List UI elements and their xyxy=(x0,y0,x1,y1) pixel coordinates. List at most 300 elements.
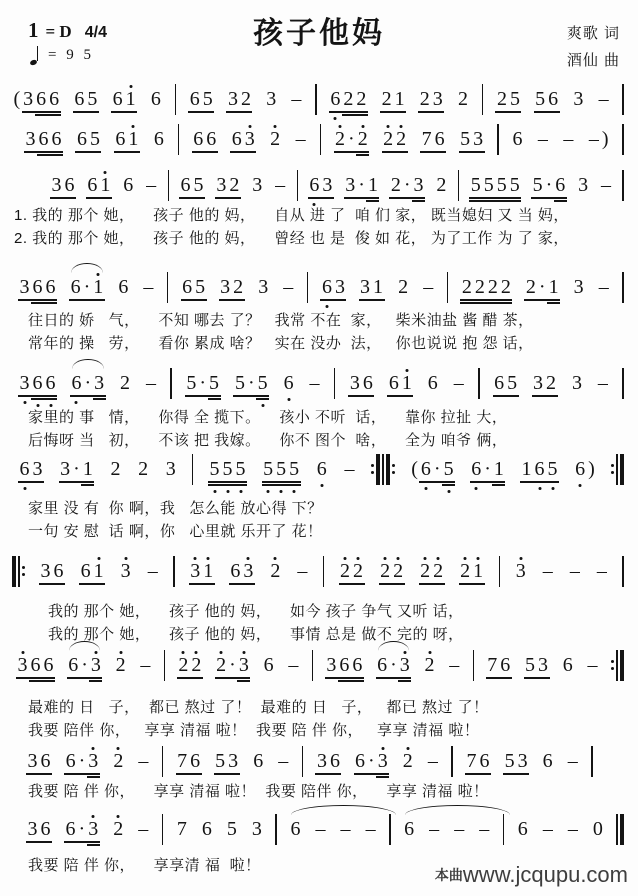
note-char: 5 xyxy=(535,87,546,110)
note xyxy=(208,372,221,395)
octave-dot-above xyxy=(97,273,100,276)
music-line xyxy=(50,172,624,198)
note-char: · xyxy=(390,653,397,676)
note xyxy=(486,276,499,299)
note-group xyxy=(344,174,380,197)
note xyxy=(144,372,157,395)
beam-underline xyxy=(486,299,499,300)
note xyxy=(367,750,377,773)
barline xyxy=(302,743,304,779)
beam-underline xyxy=(389,677,399,678)
beam-underline xyxy=(483,481,493,482)
note xyxy=(89,654,102,677)
note-char: 7 xyxy=(421,127,432,150)
note xyxy=(351,654,364,677)
beam-underline xyxy=(359,299,372,300)
quarter-note-icon xyxy=(30,46,40,65)
barline xyxy=(503,811,505,847)
note-char: – xyxy=(542,817,553,840)
tie-arc xyxy=(291,805,396,815)
note xyxy=(401,750,414,773)
beam-underline xyxy=(37,154,50,155)
beam-underline xyxy=(352,583,365,584)
note xyxy=(282,372,295,395)
beam-underline xyxy=(376,776,389,777)
note-char: 6 xyxy=(68,653,79,676)
note-char: 2 xyxy=(419,87,430,110)
beam-underline xyxy=(320,299,333,300)
note-char: 6 xyxy=(40,817,51,840)
note xyxy=(376,654,389,677)
note-char: ) xyxy=(601,127,609,150)
note xyxy=(117,276,130,299)
note-char: 2 xyxy=(353,559,364,582)
note xyxy=(372,276,385,299)
octave-dot-above xyxy=(194,557,197,560)
note xyxy=(597,276,610,299)
note xyxy=(12,88,22,111)
note-group xyxy=(18,276,57,299)
octave-dot-above xyxy=(519,557,522,560)
note xyxy=(531,174,544,197)
note-char: 6 xyxy=(316,457,327,480)
note-char: – xyxy=(147,559,158,582)
note-char: 6 xyxy=(36,87,47,110)
note-group xyxy=(379,560,405,583)
note xyxy=(393,88,406,111)
note xyxy=(37,128,50,151)
note-char: 3 xyxy=(473,127,484,150)
note xyxy=(398,654,411,677)
note-group xyxy=(175,818,188,841)
note-char: 3 xyxy=(19,275,30,298)
note-char: 2 xyxy=(500,275,511,298)
octave-dot-above xyxy=(248,125,251,128)
note-char: 5 xyxy=(257,371,268,394)
note-char: 6 xyxy=(231,127,242,150)
note xyxy=(520,458,533,481)
barline xyxy=(168,167,170,203)
note-char: 3 xyxy=(17,653,28,676)
barline xyxy=(312,647,314,683)
octave-dot-below xyxy=(475,487,478,490)
note-char: 3 xyxy=(19,371,30,394)
note-group xyxy=(26,818,52,841)
note-char: 3 xyxy=(413,173,424,196)
note-group xyxy=(325,654,364,677)
barline xyxy=(473,647,475,683)
barline xyxy=(334,365,336,401)
note-group xyxy=(233,372,269,395)
note xyxy=(119,560,132,583)
note-char: 6 xyxy=(182,275,193,298)
note-char: 3 xyxy=(252,173,263,196)
octave-dot-above xyxy=(207,557,210,560)
beam-underline xyxy=(39,583,52,584)
note-group xyxy=(114,654,127,677)
note-char: 6 xyxy=(404,817,415,840)
beam-underline xyxy=(418,111,431,112)
note-char: 6 xyxy=(45,371,56,394)
note xyxy=(402,174,412,197)
beam-underline xyxy=(499,677,512,678)
note xyxy=(251,174,264,197)
note-char: 6 xyxy=(53,559,64,582)
beam-underline xyxy=(379,583,392,584)
beam-underline xyxy=(495,200,508,201)
lyric-row: 我要 陪 伴 你， 享享 清福 啦！ 我要 陪伴 你， 享享 清福 啦！ xyxy=(28,783,489,800)
note-group xyxy=(315,458,328,481)
barline xyxy=(162,743,164,779)
note xyxy=(145,174,158,197)
note-char: 2 xyxy=(420,559,431,582)
note-char: 3 xyxy=(40,559,51,582)
note-char: 6 xyxy=(471,457,482,480)
beam-underline xyxy=(31,302,44,303)
note-char: 5 xyxy=(504,749,515,772)
note-group xyxy=(511,128,524,151)
note xyxy=(325,654,338,677)
note-char: 7 xyxy=(177,749,188,772)
barline xyxy=(297,167,299,203)
beam-underline xyxy=(376,773,389,774)
beam-underline xyxy=(87,841,100,842)
note-group xyxy=(139,654,152,677)
octave-dot-below xyxy=(23,487,26,490)
note xyxy=(570,372,583,395)
beam-underline xyxy=(77,841,87,842)
note-char: 5 xyxy=(460,127,471,150)
note-char: 2 xyxy=(402,749,413,772)
beam-underline xyxy=(176,773,189,774)
note xyxy=(202,560,215,583)
note-char: 3 xyxy=(243,559,254,582)
note-group xyxy=(225,818,238,841)
note-char: – xyxy=(146,173,157,196)
beam-underline xyxy=(420,151,433,152)
note-char: – xyxy=(143,275,154,298)
note-group xyxy=(200,818,213,841)
note xyxy=(503,750,516,773)
beam-underline xyxy=(229,583,242,584)
note xyxy=(600,128,610,151)
note-char: 5 xyxy=(525,653,536,676)
note xyxy=(420,128,433,151)
octave-dot-below xyxy=(239,490,242,493)
note-char: 5 xyxy=(215,749,226,772)
note-char: 2 xyxy=(460,559,471,582)
note xyxy=(366,174,379,197)
note-char: 6 xyxy=(189,87,200,110)
note-char: 3 xyxy=(32,457,43,480)
note-group xyxy=(596,372,609,395)
note-char: 3 xyxy=(228,749,239,772)
beam-underline xyxy=(351,680,364,681)
note xyxy=(508,174,521,197)
note-group xyxy=(226,88,252,111)
octave-dot-below xyxy=(447,490,450,493)
note-char: 3 xyxy=(190,559,201,582)
note xyxy=(208,458,221,481)
note xyxy=(112,818,125,841)
beam-underline xyxy=(239,111,252,112)
octave-dot-above xyxy=(242,651,245,654)
barline xyxy=(497,121,499,157)
note-group xyxy=(269,128,282,151)
note-group xyxy=(541,818,554,841)
note-char: 2 xyxy=(525,275,536,298)
note xyxy=(274,174,287,197)
note xyxy=(469,174,482,197)
octave-dot-below xyxy=(579,484,582,487)
note xyxy=(205,128,218,151)
note xyxy=(99,174,112,197)
beam-underline xyxy=(192,151,205,152)
beam-underline xyxy=(22,111,35,112)
octave-dot-below xyxy=(49,404,52,407)
note-char: 5 xyxy=(89,127,100,150)
note-group xyxy=(600,174,613,197)
beam-underline xyxy=(44,395,57,396)
note xyxy=(215,654,228,677)
octave-dot-below xyxy=(325,305,328,308)
note-char: 3 xyxy=(51,173,62,196)
beam-underline xyxy=(544,197,554,198)
beam-underline xyxy=(234,484,247,485)
note-char: 6 xyxy=(51,127,62,150)
note xyxy=(31,458,44,481)
beam-underline xyxy=(347,151,357,152)
note xyxy=(532,372,545,395)
note xyxy=(354,750,367,773)
note-char: 6 xyxy=(377,653,388,676)
beam-underline xyxy=(50,151,63,152)
note xyxy=(50,174,63,197)
note-group xyxy=(343,458,356,481)
note xyxy=(418,88,431,111)
beam-underline xyxy=(230,151,243,152)
note-char: · xyxy=(78,817,86,840)
note-group xyxy=(290,88,303,111)
note xyxy=(282,276,295,299)
note-char: 6 xyxy=(193,127,204,150)
note xyxy=(338,654,351,677)
note xyxy=(230,128,243,151)
note-char: – xyxy=(542,559,553,582)
beam-underline xyxy=(219,299,232,300)
lyric-row: 一句 安 慰 话 啊，你 心里就 乐开了 花！ xyxy=(28,523,323,540)
note xyxy=(250,818,263,841)
note-char: 6 xyxy=(494,371,505,394)
beam-underline xyxy=(194,299,207,300)
repeat-dots xyxy=(611,657,614,674)
beam-underline xyxy=(432,583,445,584)
note-char: 6 xyxy=(49,87,60,110)
note xyxy=(72,458,82,481)
note-char: ) xyxy=(588,457,595,480)
note xyxy=(22,88,35,111)
note-char: 6 xyxy=(355,749,366,772)
beam-underline xyxy=(486,302,499,303)
beam-underline xyxy=(93,395,106,396)
beam-underline xyxy=(92,583,105,584)
note xyxy=(547,276,560,299)
note xyxy=(70,372,83,395)
beam-underline xyxy=(356,154,369,155)
beam-underline xyxy=(419,481,432,482)
beam-underline xyxy=(31,395,44,396)
note-group xyxy=(262,458,301,481)
note xyxy=(73,88,86,111)
note-group xyxy=(112,818,125,841)
beam-underline xyxy=(524,677,537,678)
beam-underline xyxy=(367,773,377,774)
note xyxy=(419,560,432,583)
note-char: 2 xyxy=(383,127,394,150)
note xyxy=(572,276,585,299)
octave-dot-above xyxy=(92,815,95,818)
barline xyxy=(591,743,593,779)
note-group xyxy=(287,654,300,677)
note-char: 5 xyxy=(202,87,213,110)
note xyxy=(343,458,356,481)
note-char: 5 xyxy=(226,817,237,840)
beam-underline xyxy=(29,680,42,681)
lyric-row: 我要 陪 伴 你， 享享清 福 啦！ xyxy=(28,857,261,874)
note-group xyxy=(577,174,590,197)
lyric-row: 最难的 日 子， 都已 熬过 了！ 最难的 日 子， 都已 熬过 了！ xyxy=(28,699,489,716)
note-char: 1 xyxy=(128,127,139,150)
note-char: – xyxy=(537,127,548,150)
beam-underline xyxy=(402,197,412,198)
note-char: 2 xyxy=(191,653,202,676)
note-char: 5 xyxy=(547,457,558,480)
beam-underline xyxy=(50,154,63,155)
note xyxy=(314,818,327,841)
note-char: – xyxy=(344,457,355,480)
note xyxy=(262,458,275,481)
note xyxy=(83,372,93,395)
note-char: 3 xyxy=(399,653,410,676)
note-group xyxy=(524,654,550,677)
tie-arc xyxy=(71,263,103,273)
note-group xyxy=(541,750,554,773)
note-group xyxy=(119,560,132,583)
note-char: 3 xyxy=(345,173,356,196)
barline xyxy=(175,81,177,117)
beam-underline xyxy=(482,200,495,201)
note xyxy=(44,372,57,395)
beam-underline xyxy=(92,299,105,300)
note-char: 6 xyxy=(123,173,134,196)
note xyxy=(537,276,547,299)
note-char: 3 xyxy=(316,749,327,772)
note-group xyxy=(137,750,150,773)
note-char: – xyxy=(138,749,149,772)
note xyxy=(533,458,546,481)
note-char: 3 xyxy=(322,173,333,196)
music-line xyxy=(18,274,624,300)
beam-underline xyxy=(398,677,411,678)
note-char: 2 xyxy=(487,275,498,298)
beam-underline xyxy=(246,395,256,396)
beam-underline xyxy=(70,395,83,396)
note xyxy=(269,560,282,583)
note xyxy=(246,372,256,395)
beam-underline xyxy=(185,395,198,396)
beam-underline xyxy=(333,299,346,300)
beam-underline xyxy=(534,111,547,112)
note-char: 3 xyxy=(515,559,526,582)
note xyxy=(175,818,188,841)
beam-underline xyxy=(221,481,234,482)
note xyxy=(139,654,152,677)
note xyxy=(227,750,240,773)
note xyxy=(112,750,125,773)
music-line xyxy=(16,652,624,678)
note-char: 6 xyxy=(45,275,56,298)
note xyxy=(24,128,37,151)
octave-dot-above xyxy=(464,557,467,560)
note-group xyxy=(562,128,575,151)
beam-underline xyxy=(215,677,228,678)
beam-underline xyxy=(52,583,65,584)
lyric-row: 我的 那个 她， 孩子 他的 妈， 如今 孩子 争气 又听 话， xyxy=(48,603,464,620)
note xyxy=(448,654,461,677)
note-group xyxy=(192,128,218,151)
note xyxy=(243,128,256,151)
beam-underline xyxy=(81,484,94,485)
note-char: 6 xyxy=(283,371,294,394)
beam-underline xyxy=(75,151,88,152)
note-char: – xyxy=(563,127,574,150)
beam-underline xyxy=(44,299,57,300)
note-char: 1 xyxy=(100,173,111,196)
note-group xyxy=(142,276,155,299)
note xyxy=(185,372,198,395)
note xyxy=(389,654,399,677)
note xyxy=(137,818,150,841)
beam-underline xyxy=(93,398,106,399)
note-group xyxy=(189,560,215,583)
octave-dot-above xyxy=(97,557,100,560)
beam-underline xyxy=(262,481,275,482)
note-group xyxy=(435,174,448,197)
beam-underline xyxy=(26,773,39,774)
note-group xyxy=(387,372,413,395)
note-char: · xyxy=(83,275,91,298)
beam-underline xyxy=(69,299,82,300)
beam-underline xyxy=(344,197,357,198)
note-char: 6 xyxy=(388,371,399,394)
note-char: 5 xyxy=(509,173,520,196)
note-char: – xyxy=(597,371,608,394)
note-group xyxy=(457,88,470,111)
note xyxy=(265,88,278,111)
note-char: 3 xyxy=(326,653,337,676)
note xyxy=(77,750,87,773)
beam-underline xyxy=(472,151,485,152)
note xyxy=(86,88,99,111)
note-group xyxy=(493,372,519,395)
beam-underline xyxy=(275,484,288,485)
note-char: 5 xyxy=(289,457,300,480)
note-group xyxy=(465,750,491,773)
note-group xyxy=(177,654,203,677)
barline xyxy=(622,81,624,117)
beam-underline xyxy=(18,481,31,482)
beam-underline xyxy=(308,197,321,198)
